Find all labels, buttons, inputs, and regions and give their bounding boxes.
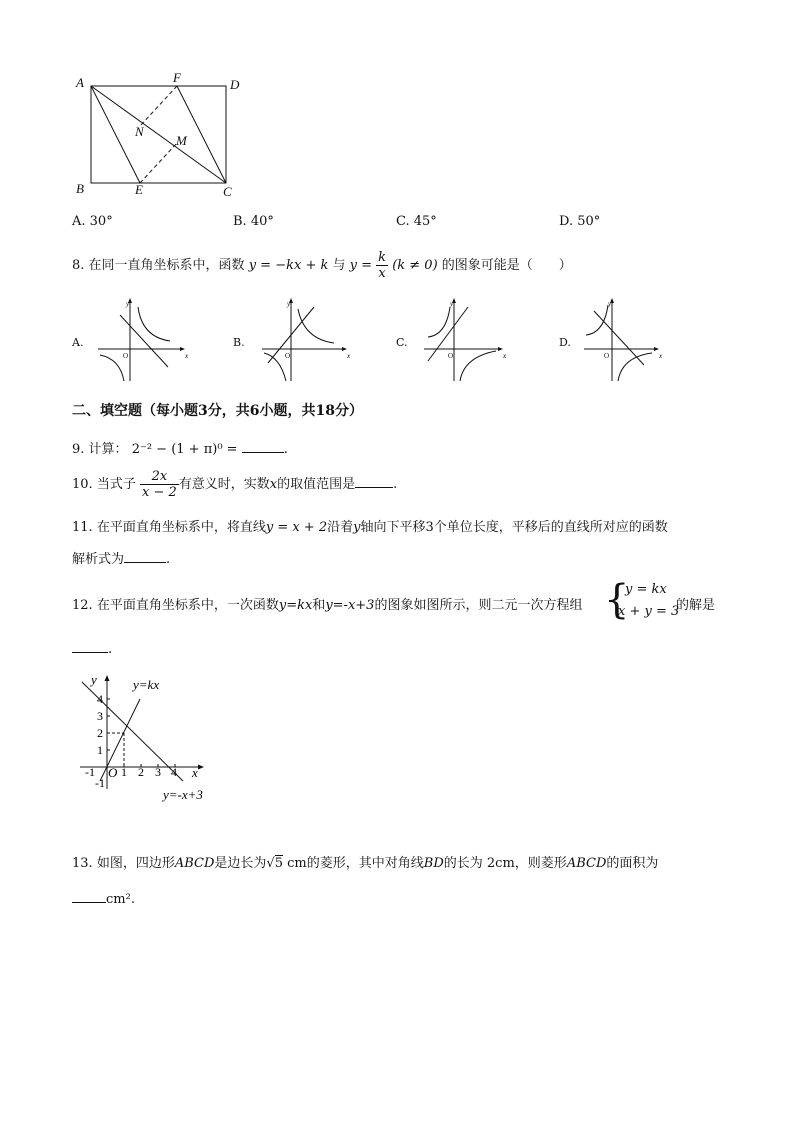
fig12-ytick-1: 1 <box>97 743 103 757</box>
label-m: M <box>176 133 187 148</box>
fig12-line1-label: y=kx <box>133 677 160 692</box>
q13-sqrt-value: 5 <box>274 856 283 871</box>
q11-answer-blank[interactable] <box>124 550 166 563</box>
q8-text-c: 的图象可能是（ ） <box>441 258 572 273</box>
fig12-y-axis: y <box>91 672 97 687</box>
q13-name: ABCD <box>174 856 215 871</box>
graph-d-y-label: y <box>608 300 612 308</box>
q10-answer-blank[interactable] <box>355 475 393 488</box>
fig12-xtick-neg1: -1 <box>85 765 95 779</box>
label-e: E <box>135 182 143 197</box>
q11-line2 <box>72 548 170 567</box>
q13-text-d: 的长为 <box>443 856 483 871</box>
q13-name2: ABCD <box>566 856 607 871</box>
q12-eq2: x + y = 3 <box>618 604 680 619</box>
label-c: C <box>223 184 232 199</box>
q11-line: y = x + 2 <box>265 520 328 535</box>
q12-answer-line <box>72 640 112 657</box>
label-n: N <box>135 124 144 139</box>
graph-c-x-label: x <box>503 352 507 360</box>
q9-expr: 2⁻² − (1 + π)⁰ = <box>131 442 238 457</box>
q8-func2-num: k <box>378 250 387 265</box>
q11-text-b: 沿着 <box>327 520 354 535</box>
q8-graph-b[interactable] <box>258 295 358 385</box>
q8-option-d-label[interactable]: D. <box>559 336 571 349</box>
q8-func2-den: x <box>378 266 386 281</box>
q13-number: 13. <box>72 856 93 871</box>
q8-text-a: 在同一直角坐标系中，函数 <box>88 258 245 273</box>
fig12-x-axis: x <box>192 765 198 780</box>
q12-text-b: 和 <box>312 598 326 613</box>
q11-line1 <box>72 516 668 535</box>
graph-c-origin: O <box>448 352 454 360</box>
q8-option-a-label[interactable]: A. <box>72 336 84 349</box>
q13-line2 <box>72 890 135 907</box>
q10-end: . <box>393 477 398 492</box>
q13-text-c: 的菱形，其中对角线 <box>306 856 424 871</box>
q10-fraction <box>140 469 179 500</box>
q12-f2: y=-x+3 <box>325 598 375 613</box>
q8-func1: y = −kx + k <box>248 258 329 273</box>
q8-text-b: 与 <box>332 258 346 273</box>
line-y-kx <box>100 699 140 781</box>
q10-num: 2x <box>140 469 179 485</box>
graph-a-y-label: y <box>126 300 130 308</box>
segment-em-dashed <box>140 143 177 183</box>
q13-text-e: ，则菱形 <box>514 856 567 871</box>
q7-option-d[interactable]: D. 50° <box>559 214 601 229</box>
segment-ae <box>91 86 140 183</box>
fig12-ytick-4: 4 <box>97 692 103 706</box>
q9-answer-blank[interactable] <box>242 440 284 453</box>
q12-answer-blank[interactable] <box>72 640 108 653</box>
q13-end: . <box>130 892 135 907</box>
q13-diag: BD <box>423 856 444 871</box>
q12-system-brace: { <box>604 577 630 623</box>
q13-unit2: cm² <box>106 892 131 907</box>
q12-text-a: 在平面直角坐标系中，一次函数 <box>96 598 279 613</box>
q9-question <box>72 438 288 457</box>
q13-sqrt-icon: √ <box>266 856 275 871</box>
q9-end: . <box>283 442 288 457</box>
q7-option-c[interactable]: C. 45° <box>396 214 437 229</box>
q11-text-a: 在平面直角坐标系中，将直线 <box>96 520 266 535</box>
q8-graph-c[interactable] <box>420 295 520 385</box>
q8-number: 8. <box>72 258 85 273</box>
q8-option-b-label[interactable]: B. <box>233 336 245 349</box>
q13-text-f: 的面积为 <box>606 856 659 871</box>
fig12-ytick-2: 2 <box>97 726 103 740</box>
q11-n: 3 <box>425 520 434 535</box>
fig12-ytick-3: 3 <box>97 709 103 723</box>
q12-eq1: y = kx <box>625 582 667 597</box>
q10-var: x <box>269 477 278 492</box>
fig12-xtick-2: 2 <box>138 765 144 779</box>
q11-var: y <box>353 520 361 535</box>
fig12-xtick-3: 3 <box>155 765 161 779</box>
q11-text-e: 解析式为 <box>72 552 125 567</box>
section-heading: 二、填空题（每小题3分，共6小题，共18分） <box>72 403 363 419</box>
q13-line1 <box>72 852 658 871</box>
q13-text-a: 如图，四边形 <box>96 856 175 871</box>
q11-text-d: 个单位长度，平移后的直线所对应的函数 <box>433 520 668 535</box>
fig12-xtick-4: 4 <box>171 765 177 779</box>
q8-func2-cond: (k ≠ 0) <box>392 258 438 273</box>
q12-f1: y=kx <box>278 598 313 613</box>
label-f: F <box>173 70 181 85</box>
q8-func2-lhs: y = <box>349 258 373 273</box>
q7-option-a[interactable]: A. 30° <box>72 214 113 229</box>
q8-graph-a[interactable] <box>90 295 190 385</box>
q12-text-d: 的解是 <box>676 598 716 613</box>
q13-unit: cm <box>287 856 307 871</box>
q10-text-c: 的取值范围是 <box>277 477 356 492</box>
label-a: A <box>76 75 84 90</box>
graph-a-x-label: x <box>185 352 189 360</box>
q7-rectangle-figure <box>0 0 794 220</box>
fig12-origin: O <box>108 765 118 780</box>
q13-len: 2cm <box>486 856 515 871</box>
q13-answer-blank[interactable] <box>72 890 106 903</box>
q12-coordinate-figure <box>0 665 794 805</box>
q10-question <box>72 469 397 500</box>
q7-option-b[interactable]: B. 40° <box>233 214 274 229</box>
q8-option-c-label[interactable]: C. <box>396 336 408 349</box>
graph-b-origin: O <box>285 352 291 360</box>
q10-number: 10. <box>72 477 93 492</box>
q12-text-c: 的图象如图所示，则二元一次方程组 <box>374 598 583 613</box>
q11-end: . <box>166 552 171 567</box>
fig12-line2-label: y=-x+3 <box>163 787 203 802</box>
q11-text-c: 轴向下平移 <box>360 520 426 535</box>
graph-a-origin: O <box>123 352 129 360</box>
graph-b-x-label: x <box>347 352 351 360</box>
q12-number: 12. <box>72 598 93 613</box>
graph-d-x-label: x <box>659 352 663 360</box>
segment-ac <box>91 86 226 183</box>
q9-number: 9. <box>72 442 85 457</box>
q8-func2-fraction <box>376 250 388 281</box>
q10-den: x − 2 <box>141 485 177 500</box>
q10-text-b: 有意义时，实数 <box>178 477 270 492</box>
q9-text: 计算： <box>88 442 128 457</box>
graph-c-y-label: y <box>450 300 454 308</box>
q13-text-b: 是边长为 <box>214 856 267 871</box>
label-b: B <box>76 181 84 196</box>
q8-graph-d[interactable] <box>582 295 682 385</box>
q10-text-a: 当式子 <box>96 477 136 492</box>
graph-d-origin: O <box>604 352 610 360</box>
graph-b-y-label: y <box>287 300 291 308</box>
fig12-ytick-neg1: -1 <box>95 776 105 790</box>
q8-question <box>72 250 572 281</box>
q12-question <box>72 594 582 613</box>
segment-fn-dashed <box>140 86 177 126</box>
label-d: D <box>230 77 240 92</box>
q12-end: . <box>108 642 113 657</box>
q11-number: 11. <box>72 520 93 535</box>
fig12-xtick-1: 1 <box>121 765 127 779</box>
